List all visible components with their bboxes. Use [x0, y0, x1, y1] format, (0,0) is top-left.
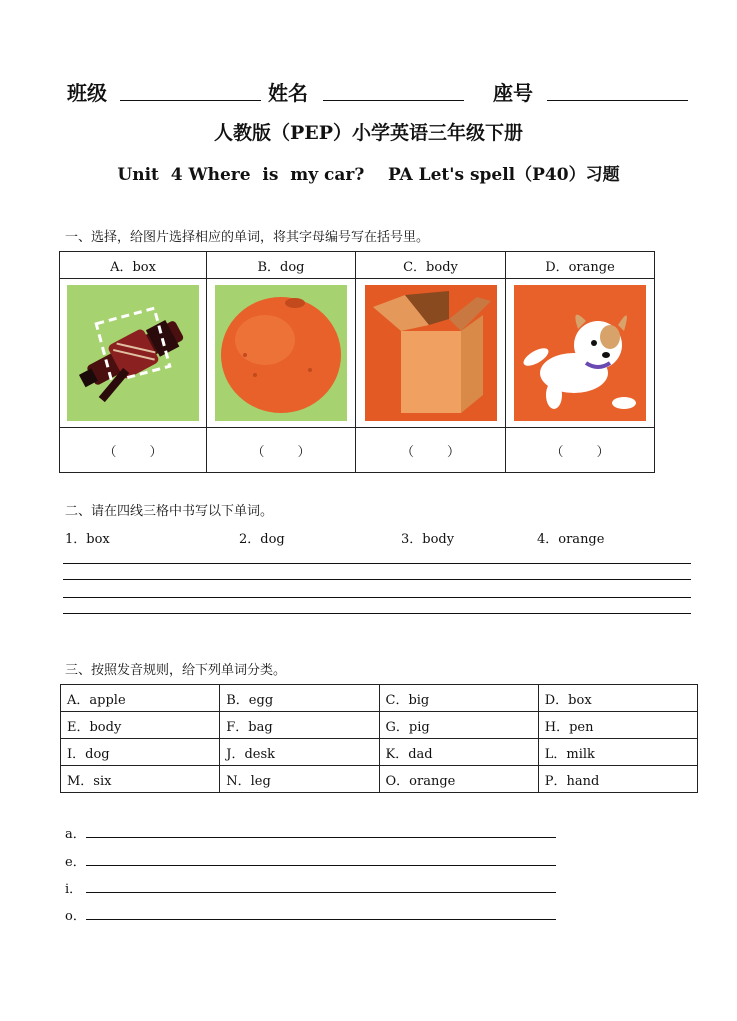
table-cell: A．apple [61, 685, 220, 712]
grid-line-3 [63, 597, 691, 598]
table-cell: D．box [538, 685, 697, 712]
option-a: A．box [60, 252, 207, 279]
table-cell: K．dad [379, 739, 538, 766]
dog-picture [514, 285, 646, 421]
name-label: 姓名 [268, 81, 308, 105]
grid-line-2 [63, 579, 691, 580]
category-a-label: a． [65, 827, 86, 842]
section1-instruction: 一、选择，给图片选择相应的单词，将其字母编号写在括号里。 [65, 230, 430, 245]
category-i-line[interactable] [86, 892, 556, 893]
section3-instruction: 三、按照发音规则，给下列单词分类。 [65, 663, 287, 678]
table-cell: E．body [61, 712, 220, 739]
table-cell: O．orange [379, 766, 538, 793]
table-row [61, 766, 698, 793]
picture-cell-1 [60, 279, 207, 428]
orange-picture [215, 285, 347, 421]
name-field[interactable] [323, 100, 464, 101]
write-word-3: 3．body [401, 532, 455, 547]
picture-cell-4 [506, 279, 655, 428]
class-field[interactable] [120, 100, 261, 101]
table-row [61, 685, 698, 712]
grid-line-4 [63, 613, 691, 614]
seat-field[interactable] [547, 100, 688, 101]
table-cell: L．milk [538, 739, 697, 766]
option-c: C．body [356, 252, 506, 279]
seat-label: 座号 [493, 81, 533, 105]
word-classify-table [60, 684, 698, 793]
robot-body-picture [67, 285, 199, 421]
table-cell: P．hand [538, 766, 697, 793]
box-picture [365, 285, 497, 421]
table-cell: J．desk [220, 739, 379, 766]
class-label: 班级 [67, 81, 107, 105]
option-b: B．dog [207, 252, 356, 279]
page-title: 人教版（PEP）小学英语三年级下册 [213, 122, 524, 144]
category-e-label: e． [65, 855, 86, 870]
table-cell: G．pig [379, 712, 538, 739]
table-row [61, 712, 698, 739]
page-subtitle: Unit 4 Where is my car? PA Let's spell（P40）习题 [117, 165, 620, 185]
category-o-label: o． [65, 909, 86, 924]
section2-instruction: 二、请在四线三格中书写以下单词。 [65, 504, 274, 519]
table-cell: M．six [61, 766, 220, 793]
category-e-line[interactable] [86, 865, 556, 866]
answer-blank-3[interactable]: （ ） [356, 428, 506, 473]
write-word-1: 1．box [65, 532, 110, 547]
table-cell: C．big [379, 685, 538, 712]
write-word-2: 2．dog [239, 532, 285, 547]
table-row [61, 739, 698, 766]
table-cell: B．egg [220, 685, 379, 712]
table-cell: N．leg [220, 766, 379, 793]
option-d: D．orange [506, 252, 655, 279]
answer-blank-4[interactable]: （ ） [506, 428, 655, 473]
answer-blank-2[interactable]: （ ） [207, 428, 356, 473]
category-a-line[interactable] [86, 837, 556, 838]
table-cell: H．pen [538, 712, 697, 739]
category-o-line[interactable] [86, 919, 556, 920]
table-cell: F．bag [220, 712, 379, 739]
table-cell: I．dog [61, 739, 220, 766]
answer-blank-1[interactable]: （ ） [60, 428, 207, 473]
category-i-label: i． [65, 882, 83, 897]
picture-cell-2 [207, 279, 356, 428]
picture-cell-3 [356, 279, 506, 428]
write-word-4: 4．orange [537, 532, 605, 547]
grid-line-1 [63, 563, 691, 564]
picture-choice-table [59, 251, 655, 473]
